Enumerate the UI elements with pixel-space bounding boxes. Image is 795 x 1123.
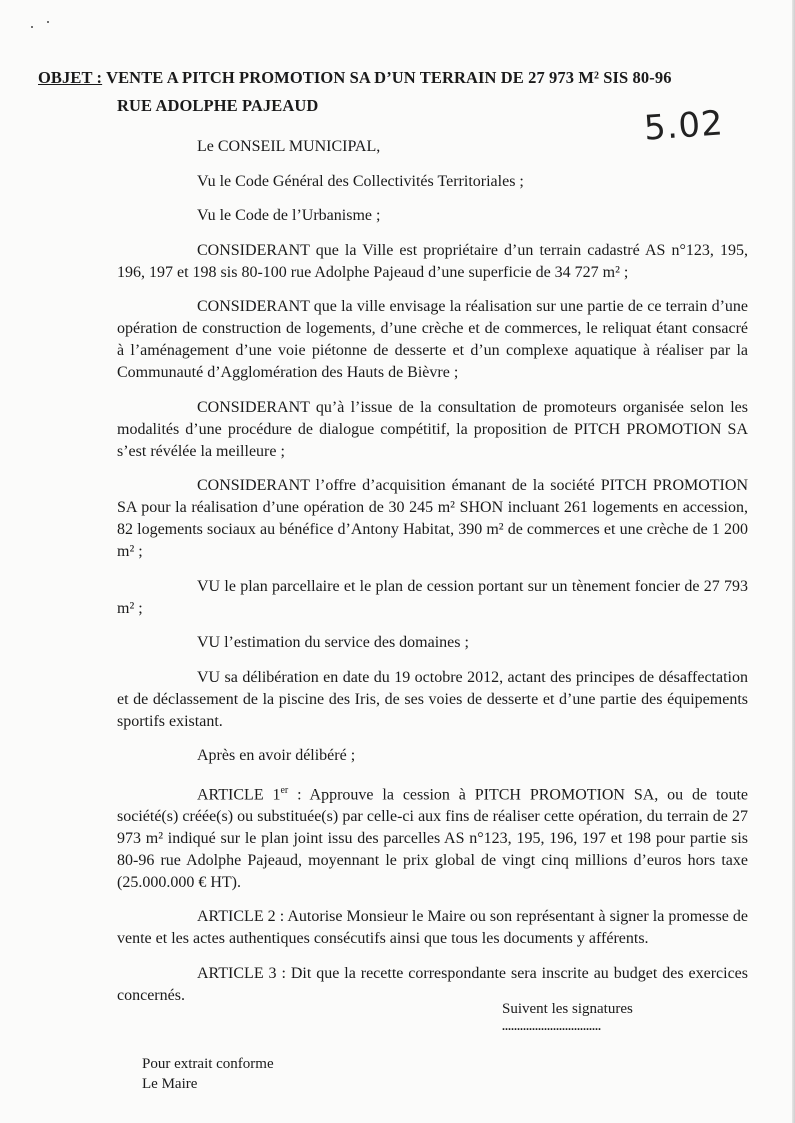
article-1-superscript: er [280,784,289,796]
deliberation-body [117,136,748,1007]
signatures-label: Suivent les signatures [502,1001,633,1017]
paragraph-considerant-1: CONSIDERANT que la Ville est propriétaire d’un terrain cadastré AS n°123, 195, 196, 197 et 198 sis 80-100 rue Adolphe Pajeaud d’une superficie de 34 727 m² ; [117,241,748,281]
paragraph-conseil: Le CONSEIL MUNICIPAL, [197,138,381,155]
title-line-2: RUE ADOLPHE PAJEAUD [117,96,319,115]
paragraph-considerant-4: CONSIDERANT l’offre d’acquisition émanant de la société PITCH PROMOTION SA pour la réalisation d’une opération de 30 245 m² SHON incluant 261 logements en accession, 82 logements sociaux au bénéfice d’Antony Habitat, 390 m² de commerces et une crèche de 1 200 m² ; [117,477,748,560]
paragraph-considerant-3: CONSIDERANT qu’à l’issue de la consultation de promoteurs organisée selon les modalités d’une procédure de dialogue compétitif, la proposition de PITCH PROMOTION SA s’est révélée la meilleure ; [117,398,748,460]
article-3: ARTICLE 3 : Dit que la recette correspondante sera inscrite au budget des exercices concernés. [117,964,748,1004]
signature-dotted-line: ................................. [502,1019,601,1033]
paragraph-vu-estimation: VU l’estimation du service des domaines ; [197,634,469,651]
footer-extrait: Pour extrait conforme [142,1056,274,1072]
paragraph-considerant-2: CONSIDERANT que la ville envisage la réalisation sur une partie de ce terrain d’une opération de construction de logements, d’une crèche et de commerces, le reliquat étant consacré à l’aménagement d’une voie piétonne de desserte et d’un complexe aquatique à réaliser par la Communauté d’Agglomération des Hauts de Bièvre ; [117,298,748,381]
paragraph-vu-urbanisme: Vu le Code de l’Urbanisme ; [197,207,381,224]
handwritten-reference: 5.02 [642,103,726,149]
paragraph-vu-plan: VU le plan parcellaire et le plan de cession portant sur un tènement foncier de 27 793 m² ; [117,577,748,617]
scan-speck [31,26,33,28]
paragraph-vu-cgct: Vu le Code Général des Collectivités Territoriales ; [197,172,524,190]
footer-block [142,1054,274,1094]
article-1-prefix: ARTICLE 1 [197,785,281,803]
article-2: ARTICLE 2 : Autorise Monsieur le Maire ou son représentant à signer la promesse de vente et les actes authentiques consécutifs ainsi que tous les documents y afférents. [117,908,748,948]
title-line-1: VENTE A PITCH PROMOTION SA D’UN TERRAIN DE 27 973 M² SIS 80-96 [106,68,672,87]
paragraph-apres-delibere: Après en avoir délibéré ; [197,747,356,764]
objet-label: OBJET : [38,68,103,87]
scan-speck [47,21,49,23]
footer-maire: Le Maire [142,1076,198,1092]
paragraph-vu-deliberation: VU sa délibération en date du 19 octobre 2012, actant des principes de désaffectation et de déclassement de la piscine des Iris, de ses voies de desserte et d’une partie des équipements sportifs existant. [117,668,748,730]
article-1 [117,780,748,894]
article-1-text: : Approuve la cession à PITCH PROMOTION SA, ou de toute société(s) créée(s) ou substituée(s) par celle-ci aux fins de réaliser cette opération, du terrain de 27 973 m² indiqué sur le plan joint issu des parcelles AS n°123, 195, 196, 197 et 198 pour partie sis 80-96 rue Adolphe Pajeaud, moyennant le prix global de vingt cinq millions d’euros hors taxe (25.000.000 € HT). [117,785,749,891]
